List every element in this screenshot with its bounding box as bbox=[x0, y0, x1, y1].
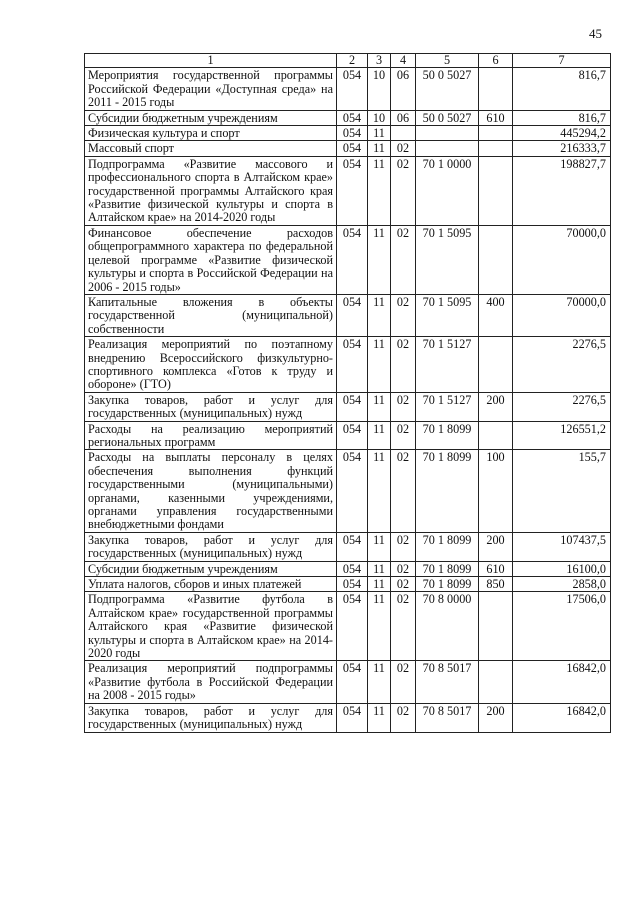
row-subsection: 02 bbox=[391, 337, 416, 393]
table-row bbox=[85, 110, 611, 125]
row-subsection: 02 bbox=[391, 532, 416, 561]
row-target-article: 50 0 5027 bbox=[416, 68, 479, 110]
row-section: 11 bbox=[368, 337, 391, 393]
row-amount: 16842,0 bbox=[513, 661, 611, 703]
row-ministry-code: 054 bbox=[337, 577, 368, 592]
row-section: 11 bbox=[368, 532, 391, 561]
row-expense-type: 200 bbox=[479, 532, 513, 561]
table-row bbox=[85, 225, 611, 294]
row-target-article bbox=[416, 126, 479, 141]
table-row bbox=[85, 532, 611, 561]
row-target-article: 70 1 5127 bbox=[416, 392, 479, 421]
row-expense-type: 200 bbox=[479, 392, 513, 421]
row-subsection: 02 bbox=[391, 156, 416, 225]
row-section: 11 bbox=[368, 294, 391, 336]
row-amount: 445294,2 bbox=[513, 126, 611, 141]
row-target-article: 70 1 5095 bbox=[416, 294, 479, 336]
table-row bbox=[85, 156, 611, 225]
row-subsection: 02 bbox=[391, 577, 416, 592]
row-target-article: 70 8 5017 bbox=[416, 703, 479, 732]
row-subsection: 02 bbox=[391, 141, 416, 156]
row-section: 11 bbox=[368, 661, 391, 703]
table-row bbox=[85, 337, 611, 393]
row-amount: 816,7 bbox=[513, 110, 611, 125]
row-subsection: 02 bbox=[391, 703, 416, 732]
row-subsection: 06 bbox=[391, 110, 416, 125]
row-amount: 216333,7 bbox=[513, 141, 611, 156]
row-target-article: 70 1 8099 bbox=[416, 561, 479, 576]
row-expense-type: 610 bbox=[479, 561, 513, 576]
table-row bbox=[85, 450, 611, 532]
column-header: 4 bbox=[391, 54, 416, 68]
row-section: 11 bbox=[368, 450, 391, 532]
row-description: Закупка товаров, работ и услуг для государственных (муниципальных) нужд bbox=[85, 532, 337, 561]
table-row bbox=[85, 577, 611, 592]
row-ministry-code: 054 bbox=[337, 126, 368, 141]
row-section: 11 bbox=[368, 592, 391, 661]
table-row bbox=[85, 561, 611, 576]
budget-table bbox=[84, 53, 611, 733]
row-subsection: 02 bbox=[391, 450, 416, 532]
column-header: 1 bbox=[85, 54, 337, 68]
row-ministry-code: 054 bbox=[337, 450, 368, 532]
row-description: Массовый спорт bbox=[85, 141, 337, 156]
row-ministry-code: 054 bbox=[337, 294, 368, 336]
row-amount: 16100,0 bbox=[513, 561, 611, 576]
row-ministry-code: 054 bbox=[337, 392, 368, 421]
row-ministry-code: 054 bbox=[337, 661, 368, 703]
row-target-article: 50 0 5027 bbox=[416, 110, 479, 125]
row-subsection bbox=[391, 126, 416, 141]
row-ministry-code: 054 bbox=[337, 561, 368, 576]
column-header: 2 bbox=[337, 54, 368, 68]
row-amount: 2276,5 bbox=[513, 392, 611, 421]
row-target-article: 70 8 5017 bbox=[416, 661, 479, 703]
table-row bbox=[85, 141, 611, 156]
row-target-article: 70 1 8099 bbox=[416, 577, 479, 592]
row-target-article: 70 1 0000 bbox=[416, 156, 479, 225]
row-description: Реализация мероприятий по поэтапному внедрению Всероссийского физкультурно-спортивного комплекса «Готов к труду и обороне» (ГТО) bbox=[85, 337, 337, 393]
row-ministry-code: 054 bbox=[337, 421, 368, 450]
row-description: Капитальные вложения в объекты государственной (муниципальной) собственности bbox=[85, 294, 337, 336]
row-expense-type bbox=[479, 141, 513, 156]
row-expense-type bbox=[479, 592, 513, 661]
row-description: Закупка товаров, работ и услуг для государственных (муниципальных) нужд bbox=[85, 392, 337, 421]
row-target-article bbox=[416, 141, 479, 156]
row-subsection: 02 bbox=[391, 225, 416, 294]
row-subsection: 02 bbox=[391, 421, 416, 450]
header-row bbox=[85, 54, 611, 68]
row-description: Подпрограмма «Развитие массового и профессионального спорта в Алтайском крае» государственной программы Алтайского края «Развитие физической культуры и спорта в Алтайском крае» на 2014-2020 годы bbox=[85, 156, 337, 225]
table-row bbox=[85, 661, 611, 703]
table-row bbox=[85, 126, 611, 141]
row-expense-type bbox=[479, 126, 513, 141]
table-row bbox=[85, 294, 611, 336]
row-section: 10 bbox=[368, 68, 391, 110]
row-ministry-code: 054 bbox=[337, 156, 368, 225]
row-target-article: 70 1 8099 bbox=[416, 421, 479, 450]
row-subsection: 02 bbox=[391, 661, 416, 703]
row-expense-type: 610 bbox=[479, 110, 513, 125]
row-amount: 70000,0 bbox=[513, 294, 611, 336]
row-description: Расходы на выплаты персоналу в целях обеспечения выполнения функций государственными (муниципальными) органами, казенными учреждениями, органами управления государственными внебюджетными фондами bbox=[85, 450, 337, 532]
row-expense-type bbox=[479, 68, 513, 110]
row-target-article: 70 1 5127 bbox=[416, 337, 479, 393]
row-expense-type bbox=[479, 421, 513, 450]
row-ministry-code: 054 bbox=[337, 532, 368, 561]
row-amount: 126551,2 bbox=[513, 421, 611, 450]
column-header: 6 bbox=[479, 54, 513, 68]
row-description: Финансовое обеспечение расходов общепрограммного характера по федеральной целевой программе «Развитие физической культуры и спорта в Российской Федерации на 2006 - 2015 годы» bbox=[85, 225, 337, 294]
table-row bbox=[85, 68, 611, 110]
row-target-article: 70 1 8099 bbox=[416, 450, 479, 532]
table-row bbox=[85, 392, 611, 421]
row-section: 11 bbox=[368, 577, 391, 592]
row-ministry-code: 054 bbox=[337, 225, 368, 294]
row-description: Подпрограмма «Развитие футбола в Алтайском крае» государственной программы Алтайского края «Развитие физической культуры и спорта в Алтайском крае» на 2014-2020 годы bbox=[85, 592, 337, 661]
row-description: Реализация мероприятий подпрограммы «Развитие футбола в Российской Федерации на 2008 - 2015 годы» bbox=[85, 661, 337, 703]
row-section: 11 bbox=[368, 392, 391, 421]
row-target-article: 70 8 0000 bbox=[416, 592, 479, 661]
row-target-article: 70 1 5095 bbox=[416, 225, 479, 294]
row-amount: 155,7 bbox=[513, 450, 611, 532]
row-target-article: 70 1 8099 bbox=[416, 532, 479, 561]
row-section: 11 bbox=[368, 126, 391, 141]
row-amount: 2276,5 bbox=[513, 337, 611, 393]
row-amount: 70000,0 bbox=[513, 225, 611, 294]
row-expense-type: 850 bbox=[479, 577, 513, 592]
row-expense-type bbox=[479, 337, 513, 393]
row-subsection: 06 bbox=[391, 68, 416, 110]
table-row bbox=[85, 592, 611, 661]
row-ministry-code: 054 bbox=[337, 141, 368, 156]
row-ministry-code: 054 bbox=[337, 703, 368, 732]
column-header: 3 bbox=[368, 54, 391, 68]
row-amount: 16842,0 bbox=[513, 703, 611, 732]
row-subsection: 02 bbox=[391, 294, 416, 336]
row-amount: 107437,5 bbox=[513, 532, 611, 561]
row-section: 11 bbox=[368, 561, 391, 576]
row-subsection: 02 bbox=[391, 561, 416, 576]
row-description: Физическая культура и спорт bbox=[85, 126, 337, 141]
row-expense-type bbox=[479, 661, 513, 703]
row-section: 11 bbox=[368, 421, 391, 450]
row-expense-type: 100 bbox=[479, 450, 513, 532]
row-section: 11 bbox=[368, 156, 391, 225]
row-expense-type: 200 bbox=[479, 703, 513, 732]
row-ministry-code: 054 bbox=[337, 592, 368, 661]
row-ministry-code: 054 bbox=[337, 68, 368, 110]
column-header: 7 bbox=[513, 54, 611, 68]
page-number: 45 bbox=[589, 26, 602, 41]
row-description: Мероприятия государственной программы Российской Федерации «Доступная среда» на 2011 - 2015 годы bbox=[85, 68, 337, 110]
row-description: Субсидии бюджетным учреждениям bbox=[85, 561, 337, 576]
row-subsection: 02 bbox=[391, 392, 416, 421]
row-description: Расходы на реализацию мероприятий региональных программ bbox=[85, 421, 337, 450]
row-section: 11 bbox=[368, 141, 391, 156]
row-expense-type bbox=[479, 156, 513, 225]
row-amount: 198827,7 bbox=[513, 156, 611, 225]
row-description: Субсидии бюджетным учреждениям bbox=[85, 110, 337, 125]
row-ministry-code: 054 bbox=[337, 337, 368, 393]
row-amount: 816,7 bbox=[513, 68, 611, 110]
row-ministry-code: 054 bbox=[337, 110, 368, 125]
row-description: Уплата налогов, сборов и иных платежей bbox=[85, 577, 337, 592]
row-amount: 17506,0 bbox=[513, 592, 611, 661]
row-expense-type bbox=[479, 225, 513, 294]
table-row bbox=[85, 703, 611, 732]
row-description: Закупка товаров, работ и услуг для государственных (муниципальных) нужд bbox=[85, 703, 337, 732]
row-expense-type: 400 bbox=[479, 294, 513, 336]
row-section: 11 bbox=[368, 703, 391, 732]
row-section: 10 bbox=[368, 110, 391, 125]
table-row bbox=[85, 421, 611, 450]
row-subsection: 02 bbox=[391, 592, 416, 661]
row-section: 11 bbox=[368, 225, 391, 294]
row-amount: 2858,0 bbox=[513, 577, 611, 592]
column-header: 5 bbox=[416, 54, 479, 68]
